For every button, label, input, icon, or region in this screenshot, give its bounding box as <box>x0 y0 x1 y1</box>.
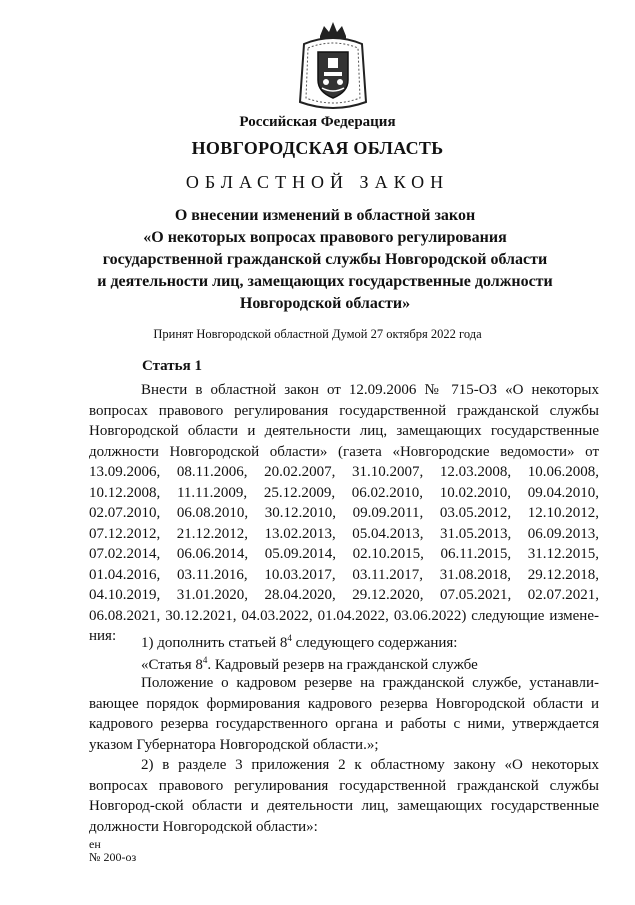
article-heading: Статья 1 <box>142 358 202 374</box>
quote-superscript: 4 <box>202 655 208 665</box>
quoted-article-heading <box>89 650 599 676</box>
item-1-superscript: 4 <box>287 633 292 643</box>
title-line: Новгородской области» <box>239 295 411 312</box>
law-title <box>30 205 620 315</box>
quote-prefix: «Статья 8 <box>141 657 203 673</box>
title-line: и деятельности лиц, замещающих государственные должности <box>97 273 553 290</box>
country-name: Российская Федерация <box>239 114 396 130</box>
coat-of-arms-emblem <box>290 18 376 114</box>
executor-initials: ен <box>89 837 101 851</box>
law-number: № 200-оз <box>89 850 137 864</box>
title-line: О внесении изменений в областной закон <box>174 207 476 224</box>
title-line: «О некоторых вопросах правового регулирования <box>143 229 507 246</box>
article-intro-paragraph: Внести в областной закон от 12.09.2006 № 715-ОЗ «О некоторых вопросах правового регулирования государственной гражданской службы Новгородской области и деятельности лиц, замещающих государственные должности Новгородской области» (газета «Новгородские ведомости» от 13.09.2006, 08.11.2006, 20.02.2007, 31.10.2007, 12.03.2008, 10.06.2008, 10.12.2008, 11.11.2009, 25.12.2009, 06.02.2010, 10.02.2010, 09.04.2010, 02.07.2010, 06.08.2010, 30.12.2010, 09.09.2011, 03.05.2012, 12.10.2012, 07.12.2012, 21.12.2012, 13.02.2013, 05.04.2013, 31.05.2013, 06.09.2013, 07.02.2014, 06.06.2014, 05.09.2014, 02.10.2015, 06.11.2015, 31.12.2015, 01.04.2016, 03.11.2016, 10.03.2017, 03.11.2017, 31.08.2018, 29.12.2018, 04.10.2019, 31.01.2020, 28.04.2020, 29.12.2020, 07.05.2021, 02.07.2021, 06.08.2021, 30.12.2021, 04.03.2022, 01.04.2022, 03.06.2022) следующие измене-ния: <box>89 382 599 644</box>
item-2-paragraph: 2) в разделе 3 приложения 2 к областному закону «О некоторых вопросах правового регулирования государственной гражданской службы Новгород-ской области и деятельности лиц, замещающих государственные должности Новгородской области»: <box>89 757 599 835</box>
document-footer <box>89 838 136 864</box>
title-line: государственной гражданской службы Новгородской области <box>102 251 548 268</box>
item-1-suffix: следующего содержания: <box>291 635 458 651</box>
region-name: НОВГОРОДСКАЯ ОБЛАСТЬ <box>191 138 444 158</box>
adoption-note: Принят Новгородской областной Думой 27 октября 2022 года <box>153 327 482 341</box>
quote-suffix: . Кадровый резерв на гражданской службе <box>207 657 478 673</box>
item-1-text: 1) дополнить статьей 8 <box>141 635 288 651</box>
law-type: ОБЛАСТНОЙ ЗАКОН <box>185 172 450 192</box>
quoted-article-body: Положение о кадровом резерве на гражданской службе, устанавли-вающее порядок формирования кадрового резерва Новгородской области и кадрового резерва государственного органа и работы с ними, утверждается указом Губернатора Новгородской области.»; <box>89 675 599 753</box>
